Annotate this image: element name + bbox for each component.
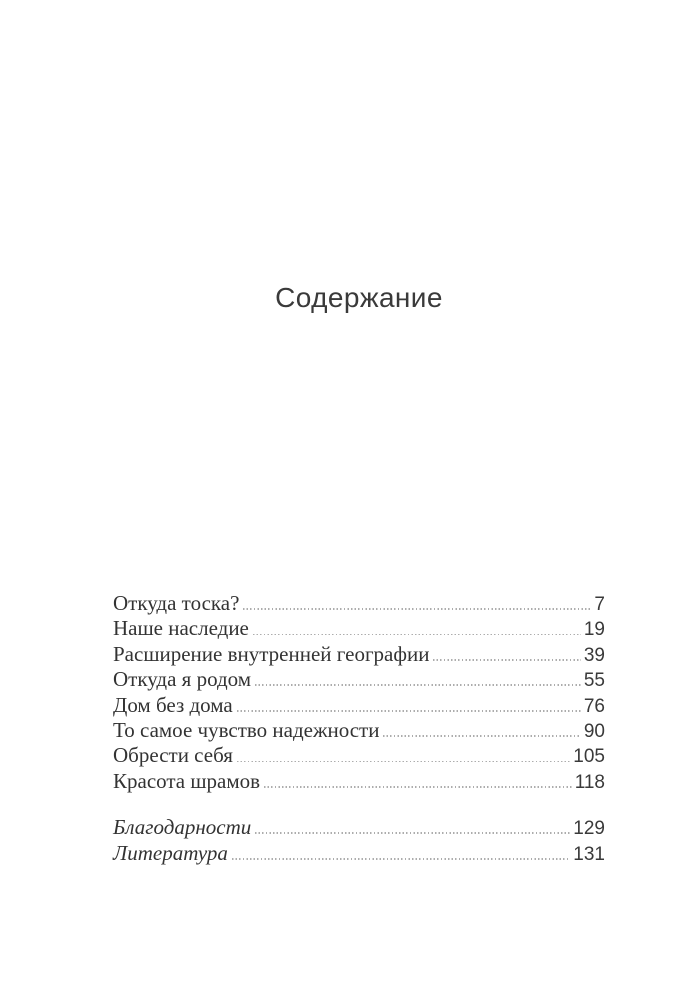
toc-entry-page-number: 55 [583,670,605,692]
toc-entry-label: Наше наследие [113,616,249,641]
toc-entry [113,743,605,768]
toc-entry [113,693,605,718]
toc-entry-label: То самое чувство надежности [113,717,380,742]
toc-entry-label: Откуда я родом [113,667,252,692]
toc-entry-page-number: 39 [583,644,605,666]
table-of-contents [113,591,605,866]
toc-entry-page-number: 118 [574,771,605,793]
dotted-leader [232,858,570,860]
dotted-leader [383,735,580,737]
page-title: Содержание [275,282,443,313]
toc-entry-label: Обрести себя [113,743,233,768]
toc-entry [113,769,605,794]
toc-entry-label: Расширение внутренней географии [113,641,430,666]
toc-entry [113,616,605,641]
toc-entry-page-number: 7 [594,594,605,615]
toc-entry [113,841,605,866]
dotted-leader [255,832,570,834]
toc-entry-label: Откуда тоска? [113,591,240,615]
toc-entry [113,815,605,840]
toc-entry-label: Дом без дома [113,692,233,717]
toc-entry-page-number: 76 [583,695,605,717]
toc-entry-label: Красота шрамов [113,768,261,793]
toc-entry [113,718,605,743]
dotted-leader [243,608,591,610]
toc-entry-page-number: 90 [583,720,605,742]
dotted-leader [255,684,581,686]
chapter-list [113,591,605,794]
toc-entry-page-number: 19 [583,619,605,641]
toc-entry [113,642,605,667]
toc-entry-label: Литература [113,840,228,865]
appendix-list [113,815,605,866]
toc-entry-page-number: 129 [573,818,605,840]
toc-entry [113,667,605,692]
dotted-leader [433,659,580,661]
dotted-leader [237,761,570,763]
dotted-leader [237,710,581,712]
dotted-leader [253,634,581,636]
toc-entry-page-number: 131 [573,843,605,865]
dotted-leader [264,786,572,788]
toc-entry [113,591,605,616]
toc-entry-label: Благодарности [113,815,252,840]
toc-entry-page-number: 105 [573,746,605,768]
